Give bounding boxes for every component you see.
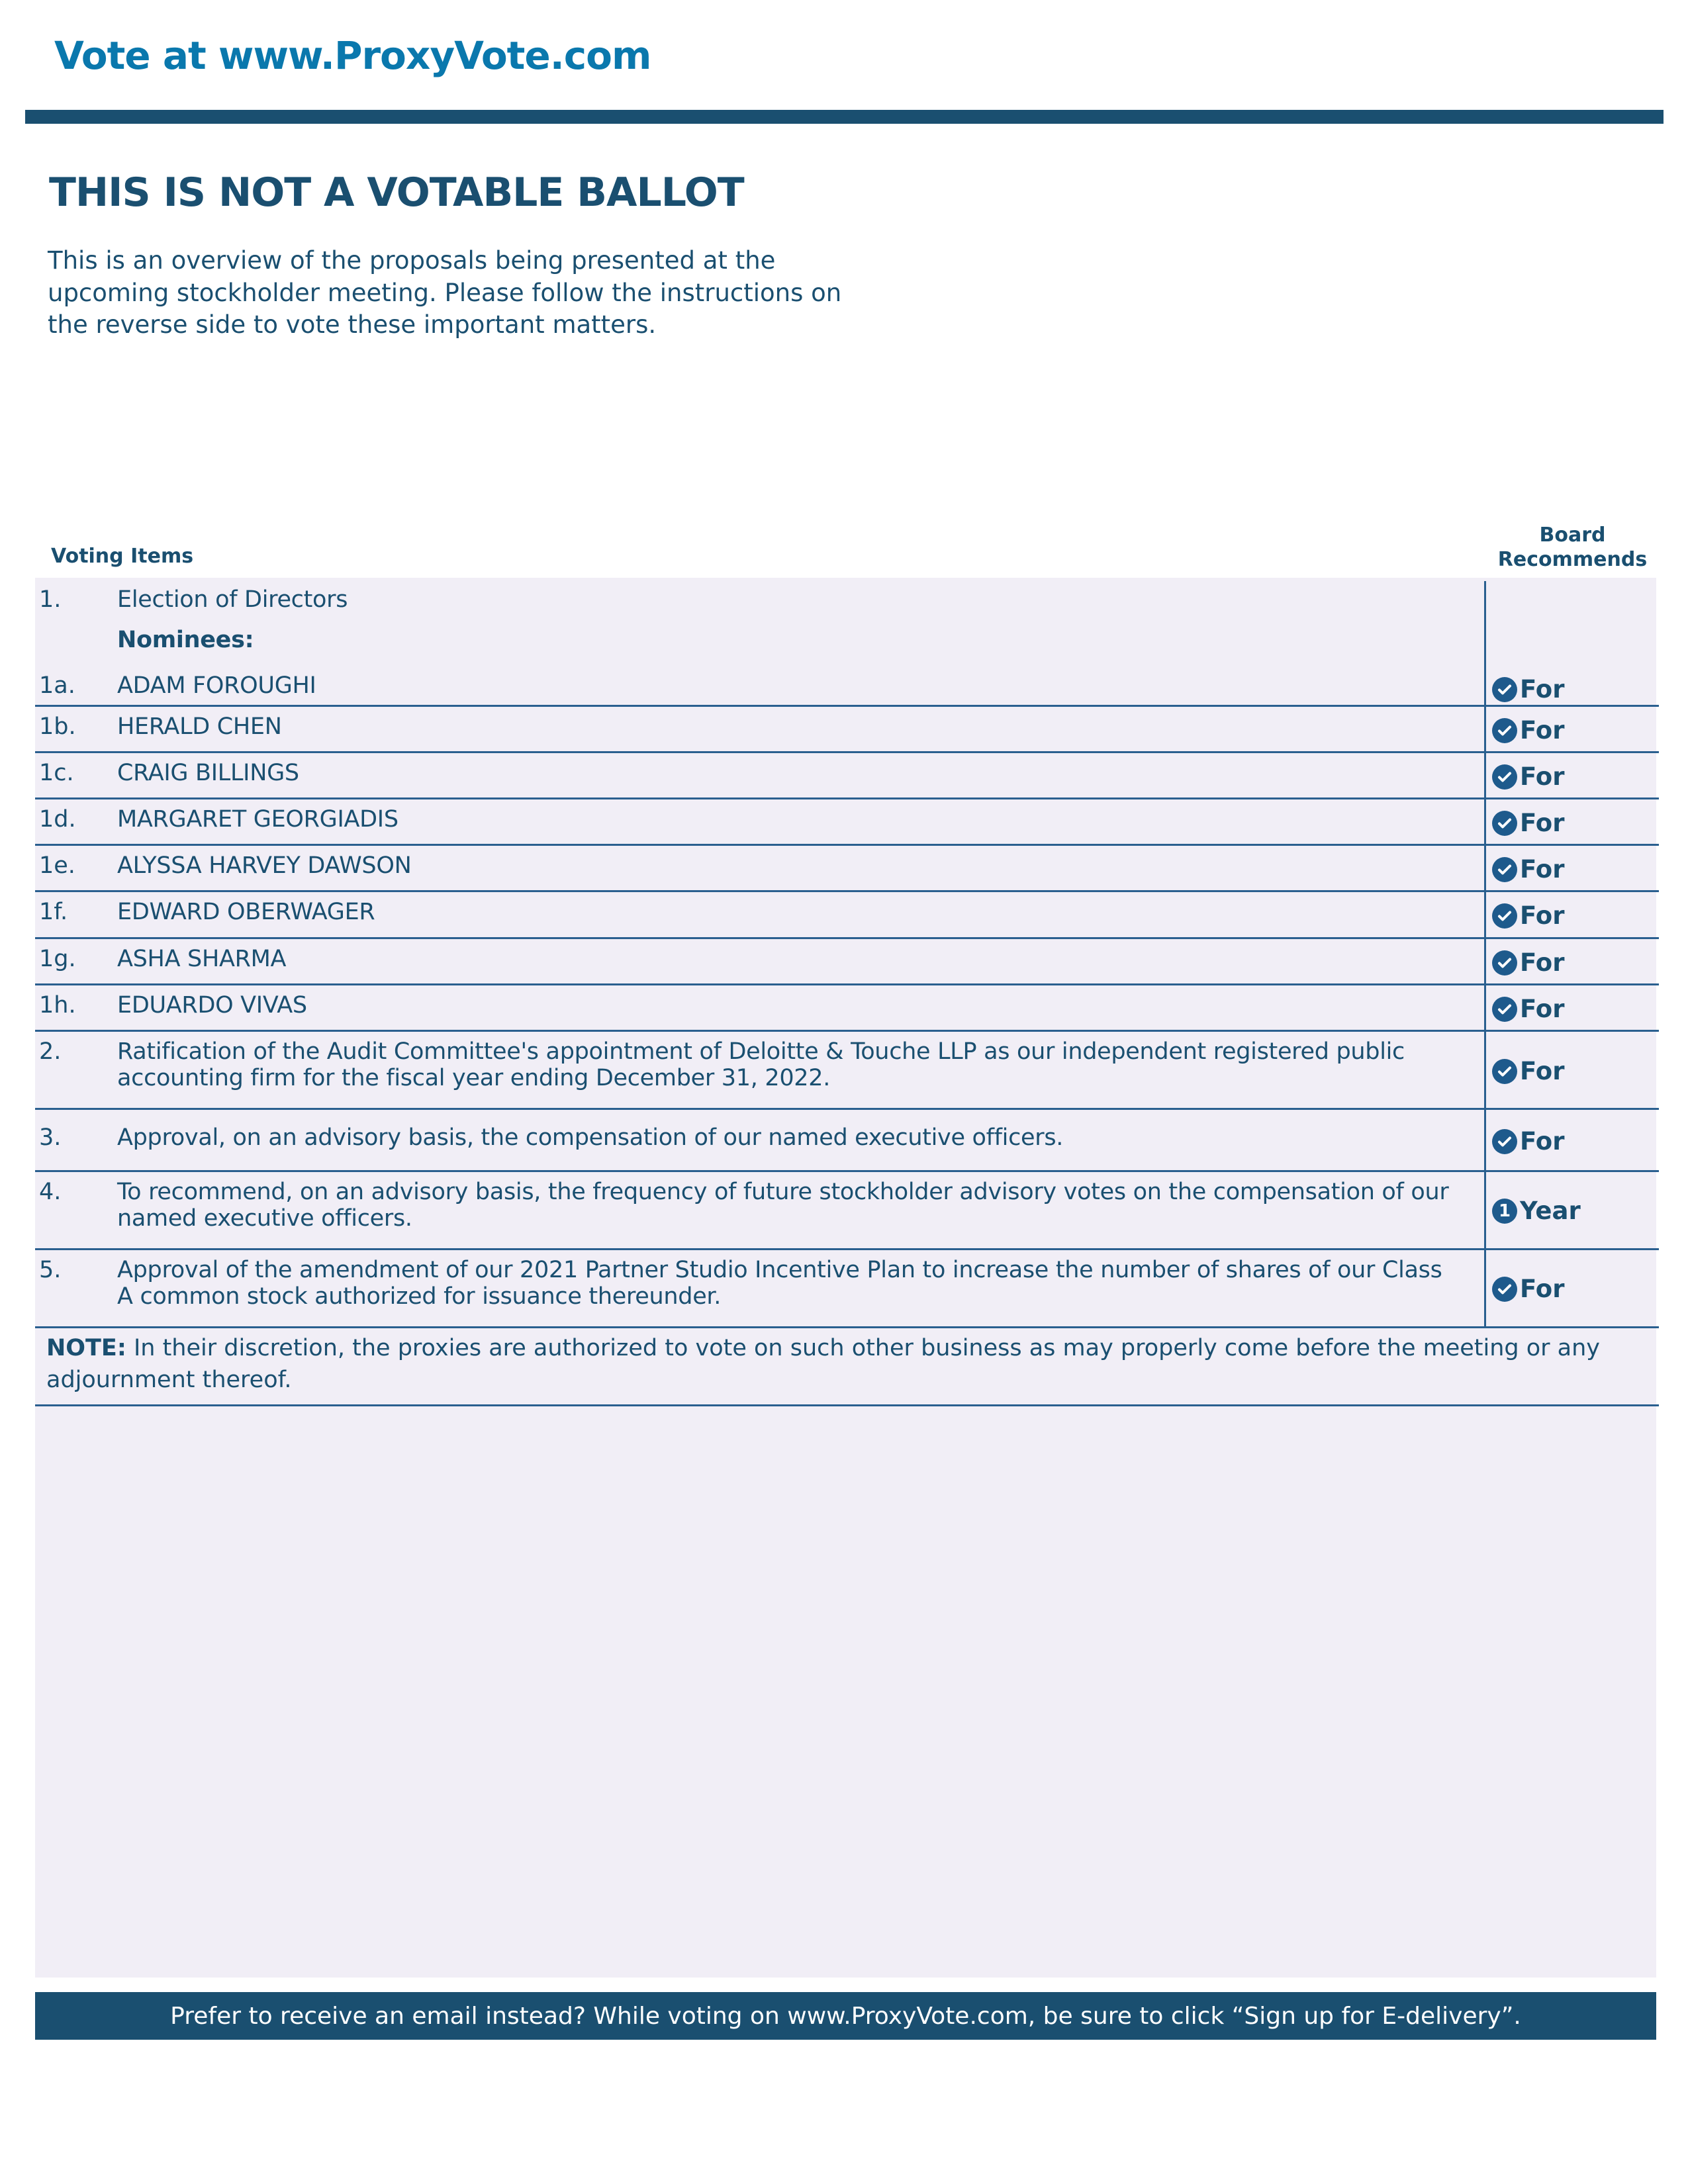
item-text: Election of Directors	[117, 586, 348, 613]
proposal-number: 5.	[39, 1257, 62, 1283]
proposal-5-row	[35, 1249, 1484, 1327]
intro-paragraph	[48, 245, 842, 341]
check-circle-icon	[1492, 764, 1517, 790]
check-circle-icon	[1492, 1129, 1517, 1154]
nominee-number: 1g.	[39, 946, 76, 972]
check-circle-icon	[1492, 997, 1517, 1022]
proposal-3-row	[35, 1109, 1484, 1171]
nominee-number: 1e.	[39, 852, 75, 879]
nominee-row	[35, 984, 1484, 1030]
nominee-name: MARGARET GEORGIADIS	[117, 806, 399, 833]
edelivery-footer-banner	[35, 1992, 1656, 2040]
row-divider	[35, 1326, 1659, 1328]
intro-line: This is an overview of the proposals being presented at the	[48, 246, 776, 275]
nominee-row	[35, 938, 1484, 984]
proposal-text-line2: A common stock authorized for issuance thereunder.	[117, 1283, 722, 1310]
recommendation-label: For	[1520, 1275, 1565, 1303]
nominee-row	[35, 798, 1484, 844]
nominee-name: ASHA SHARMA	[117, 946, 287, 972]
note-label: NOTE:	[46, 1335, 126, 1361]
column-divider	[1484, 581, 1486, 1327]
proxyvote-header-link[interactable]: Vote at www.ProxyVote.com	[54, 33, 651, 78]
recommendation-3	[1492, 1127, 1564, 1156]
recommendation-label: For	[1520, 716, 1565, 745]
recommendation-label: For	[1520, 1127, 1565, 1156]
proposal-text-line2: accounting firm for the fiscal year ending December 31, 2022.	[117, 1065, 831, 1091]
check-circle-icon	[1492, 718, 1517, 743]
nominee-number: 1d.	[39, 806, 76, 833]
nominee-number: 1c.	[39, 760, 74, 786]
proposal-text-line2: named executive officers.	[117, 1205, 412, 1232]
check-circle-icon	[1492, 1277, 1517, 1302]
nominee-name: HERALD CHEN	[117, 713, 282, 740]
nominee-name: ALYSSA HARVEY DAWSON	[117, 852, 412, 879]
nominee-row	[35, 844, 1484, 891]
header-divider-bar	[25, 110, 1664, 124]
nominee-number: 1f.	[39, 899, 68, 925]
nominee-number: 1a.	[39, 672, 75, 699]
proposal-number: 4.	[39, 1179, 62, 1205]
icon-number: 1	[1498, 1201, 1511, 1221]
note-divider	[35, 1404, 1659, 1406]
note-line2: adjournment thereof.	[46, 1367, 292, 1393]
nominee-number: 1h.	[39, 992, 76, 1019]
proposal-text-line1: Approval of the amendment of our 2021 Partner Studio Incentive Plan to increase the number of shares of our Class	[117, 1257, 1442, 1283]
recommendation-5	[1492, 1275, 1564, 1303]
proposal-text-line1: Ratification of the Audit Committee's appointment of Deloitte & Touche LLP as our independent registered public	[117, 1038, 1405, 1065]
recommendation-1h	[1492, 995, 1564, 1023]
column-header-board-recommends	[1485, 523, 1660, 572]
recommendation-1a	[1492, 675, 1564, 704]
proposal-number: 2.	[39, 1038, 62, 1065]
recommendation-label: For	[1520, 948, 1565, 977]
proposal-4-row	[35, 1171, 1484, 1249]
recommendation-label: For	[1520, 809, 1565, 837]
check-circle-icon	[1492, 903, 1517, 929]
nominee-number: 1b.	[39, 713, 76, 740]
proposal-text-line1: To recommend, on an advisory basis, the frequency of future stockholder advisory votes on the compensation of our	[117, 1179, 1449, 1205]
recommendation-1g	[1492, 948, 1564, 977]
recommendation-label: For	[1520, 995, 1565, 1023]
check-circle-icon	[1492, 950, 1517, 976]
nominees-label: Nominees:	[117, 627, 254, 653]
recommendation-4	[1492, 1197, 1581, 1225]
nominee-row	[35, 705, 1484, 752]
recommendation-1e	[1492, 855, 1564, 884]
nominee-row	[35, 891, 1484, 937]
column-header-voting-items: Voting Items	[51, 545, 194, 568]
check-circle-icon	[1492, 811, 1517, 836]
intro-line: the reverse side to vote these important matters.	[48, 310, 657, 339]
proposal-2-row	[35, 1030, 1484, 1109]
check-circle-icon	[1492, 677, 1517, 702]
proposal-text-line1: Approval, on an advisory basis, the compensation of our named executive officers.	[117, 1124, 1064, 1151]
proposal-number: 3.	[39, 1124, 62, 1151]
nominee-name: CRAIG BILLINGS	[117, 760, 299, 786]
recommendation-1c	[1492, 762, 1564, 791]
footer-text: Prefer to receive an email instead? While voting on www.ProxyVote.com, be sure to click “Sign up for E-delivery”.	[170, 2002, 1521, 2030]
recommendation-label: For	[1520, 762, 1565, 791]
recommendation-2	[1492, 1057, 1564, 1085]
nominee-name: EDWARD OBERWAGER	[117, 899, 375, 925]
recommendation-label: For	[1520, 855, 1565, 884]
recommendation-label: Year	[1520, 1197, 1581, 1225]
check-circle-icon	[1492, 1059, 1517, 1084]
item-number: 1.	[39, 586, 62, 613]
nominee-name: EDUARDO VIVAS	[117, 992, 307, 1019]
board-label: Board	[1539, 523, 1606, 547]
recommendation-1d	[1492, 809, 1564, 837]
check-circle-icon	[1492, 857, 1517, 882]
nominee-name: ADAM FOROUGHI	[117, 672, 316, 699]
recommendation-label: For	[1520, 901, 1565, 930]
recommends-label: Recommends	[1497, 548, 1648, 571]
note-line1: In their discretion, the proxies are authorized to vote on such other business as may properly come before the meeting or any	[126, 1335, 1601, 1361]
number-one-circle-icon	[1492, 1199, 1517, 1224]
note-text	[46, 1332, 1648, 1396]
recommendation-1f	[1492, 901, 1564, 930]
recommendation-label: For	[1520, 1057, 1565, 1085]
nominee-row	[35, 752, 1484, 798]
recommendation-1b	[1492, 716, 1564, 745]
intro-line: upcoming stockholder meeting. Please follow the instructions on	[48, 278, 842, 307]
recommendation-label: For	[1520, 675, 1565, 704]
item-1-election	[35, 578, 1484, 705]
page-title: THIS IS NOT A VOTABLE BALLOT	[49, 169, 744, 216]
